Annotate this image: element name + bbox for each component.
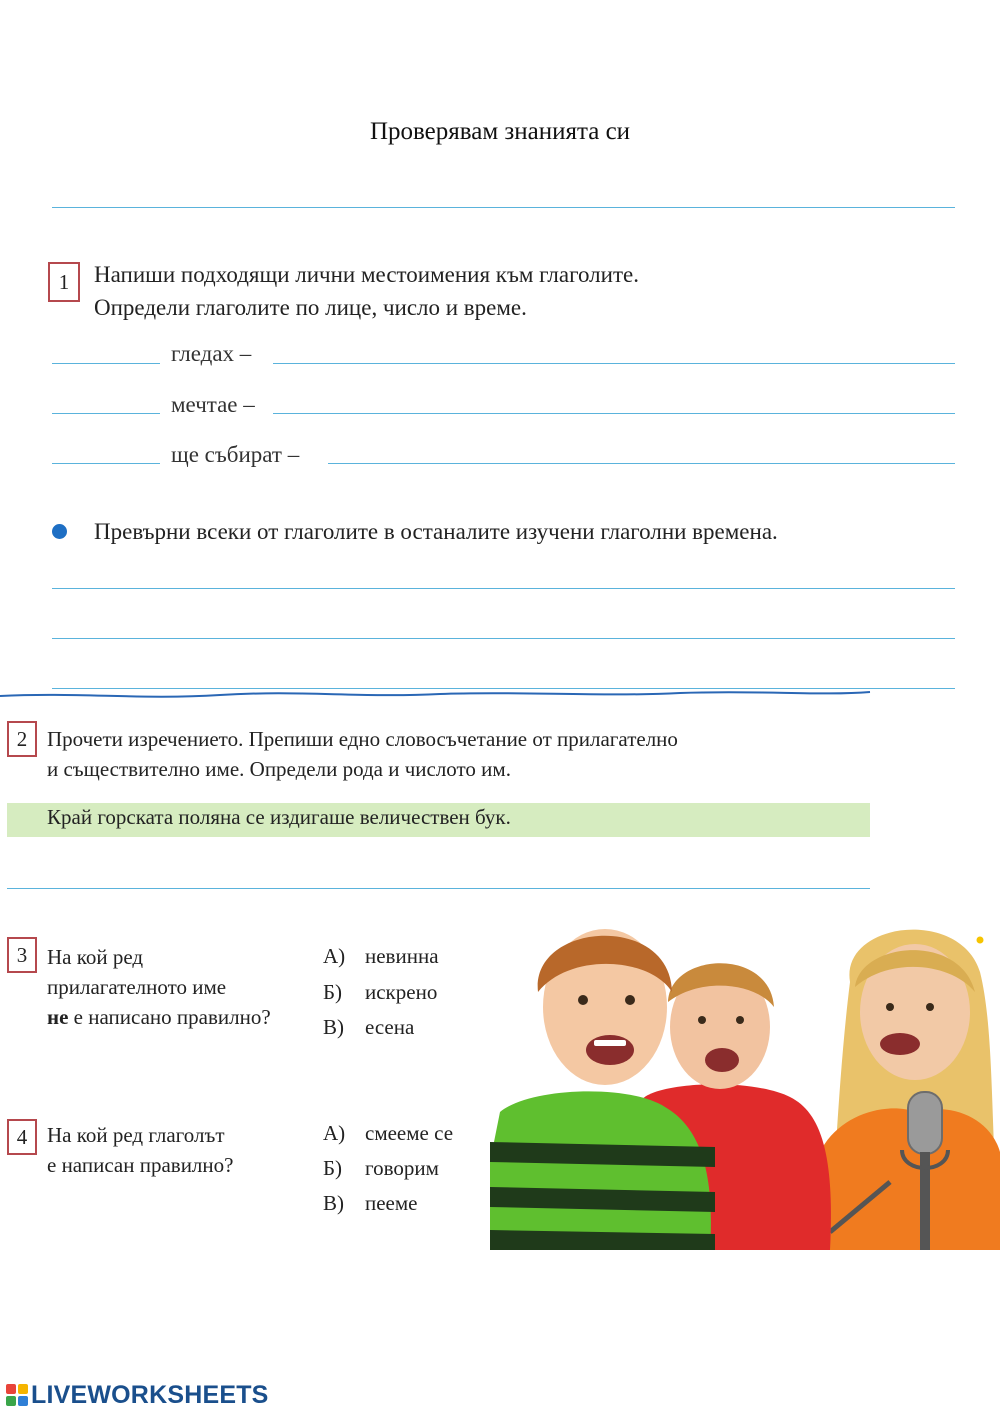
task-number-box — [7, 1119, 37, 1155]
torn-edge — [0, 680, 1000, 704]
option-letter: Б) — [323, 980, 343, 1004]
task4-line2: е написан правилно? — [47, 1153, 234, 1177]
task4-option-a[interactable] — [323, 1121, 453, 1146]
task4-option-b[interactable] — [323, 1156, 439, 1181]
option-letter: В) — [323, 1015, 344, 1039]
task2-line1: Прочети изречението. Препиши едно словосъчетание от прилагателно — [47, 727, 678, 751]
task2-line2: и съществително име. Определи рода и числото им. — [47, 757, 511, 781]
task3-option-c[interactable] — [323, 1015, 414, 1040]
logo-text: LIVEWORKSHEETS — [31, 1380, 269, 1409]
pronoun-input-3[interactable] — [52, 463, 160, 464]
task2-sentence: Край горската поляна се издигаше величествен бук. — [47, 805, 511, 829]
task3-question — [47, 942, 271, 1032]
task4-line1: На кой ред глаголът — [47, 1123, 225, 1147]
answer-line-2[interactable] — [52, 638, 955, 639]
task2-answer-line[interactable] — [7, 888, 870, 889]
answer-input-2[interactable] — [273, 413, 955, 414]
pronoun-input-2[interactable] — [52, 413, 160, 414]
bullet-icon — [52, 524, 67, 539]
task-number: 1 — [58, 269, 70, 294]
task-number: 2 — [16, 726, 28, 751]
option-letter: А) — [323, 944, 346, 968]
option-letter: В) — [323, 1191, 344, 1215]
task4-question — [47, 1120, 233, 1180]
task1-bullet-text: Превърни всеки от глаголите в останалите изучени глаголни времена. — [94, 519, 778, 544]
task4-option-c[interactable] — [323, 1191, 418, 1216]
answer-input-3[interactable] — [328, 463, 955, 464]
task-number-box — [7, 721, 37, 757]
option-text: невинна — [365, 944, 439, 968]
option-text: смееме се — [365, 1121, 454, 1145]
option-letter: А) — [323, 1121, 346, 1145]
task-number: 4 — [16, 1124, 28, 1149]
task3-line1: На кой ред — [47, 945, 144, 969]
liveworksheets-logo — [6, 1378, 269, 1412]
title-rule — [52, 207, 955, 208]
task3-option-a[interactable] — [323, 944, 439, 969]
option-text: есена — [365, 1015, 415, 1039]
logo-cubes-icon — [6, 1384, 28, 1406]
task-number: 3 — [16, 942, 28, 967]
task1-instruction — [94, 258, 639, 324]
children-singing-photo — [490, 912, 1000, 1250]
verb-label: ще събират – — [171, 442, 300, 467]
option-letter: Б) — [323, 1156, 343, 1180]
task-number-box — [48, 262, 80, 302]
task1-line1: Напиши подходящи лични местоимения към глаголите. — [94, 262, 639, 287]
task3-bold-word: не — [47, 1005, 69, 1029]
task2-instruction — [47, 724, 678, 784]
pronoun-input-1[interactable] — [52, 363, 160, 364]
task1-line2: Определи глаголите по лице, число и време. — [94, 295, 527, 320]
option-text: искрено — [365, 980, 438, 1004]
task3-option-b[interactable] — [323, 980, 437, 1005]
answer-input-1[interactable] — [273, 363, 955, 364]
option-text: говорим — [365, 1156, 439, 1180]
task3-line3 — [47, 1002, 271, 1032]
task3-line3-rest: е написано правилно? — [68, 1005, 271, 1029]
verb-label: гледах – — [171, 341, 252, 366]
page-title: Проверявам знанията си — [369, 118, 631, 145]
verb-label: мечтае – — [171, 392, 255, 417]
option-text: пееме — [365, 1191, 418, 1215]
task3-line2: прилагателното име — [47, 975, 227, 999]
answer-line-1[interactable] — [52, 588, 955, 589]
task-number-box — [7, 937, 37, 973]
